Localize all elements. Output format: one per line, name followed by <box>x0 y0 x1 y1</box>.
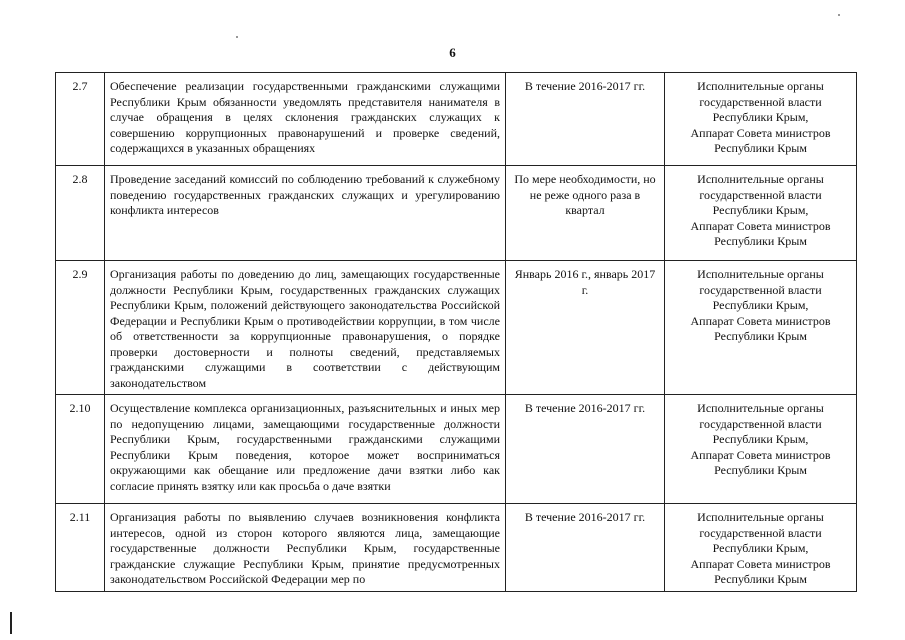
executors-cell <box>665 395 857 504</box>
table-row <box>56 504 857 592</box>
term-text: Январь 2016 г., январь 2017 г. <box>506 261 665 395</box>
executor-line: Республики Крым <box>714 141 807 155</box>
item-number: 2.8 <box>56 166 105 261</box>
table-row <box>56 261 857 395</box>
executor-line: Республики Крым <box>714 572 807 586</box>
table-row <box>56 395 857 504</box>
executor-line: Исполнительные органы <box>697 401 824 415</box>
executors-cell <box>665 261 857 395</box>
measure-text: Обеспечение реализации государственными гражданскими служащими Республики Крым обязанности уведомлять представителя нанимателя в случае обращения в целях склонения гражданских служащих к совершению коррупционных правонарушений и проверке сведений, содержащихся в указанных обращениях <box>105 73 506 166</box>
executor-line: Республики Крым, <box>712 298 809 312</box>
scan-speck <box>236 36 238 38</box>
executor-line: Республики Крым, <box>712 541 809 555</box>
measure-text: Проведение заседаний комиссий по соблюдению требований к служебному поведению государственных гражданских служащих и урегулированию конфликта интересов <box>105 166 506 261</box>
executor-line: Исполнительные органы <box>697 267 824 281</box>
item-number: 2.10 <box>56 395 105 504</box>
executors-cell <box>665 504 857 592</box>
item-number: 2.11 <box>56 504 105 592</box>
executor-line: Аппарат Совета министров <box>690 556 831 571</box>
executors-cell <box>665 166 857 261</box>
executor-line: Республики Крым <box>714 463 807 477</box>
executor-line: государственной власти <box>699 187 822 202</box>
measure-text: Организация работы по доведению до лиц, замещающих государственные должности Республики Крым, государственных гражданских служащих Республики Крым, положений действующего законодательства Российской Федерации и Республики Крым о противодействии коррупции, в том числе об ответственности за коррупционные правонарушения, о порядке проверки достоверности и полноты сведений, представляемых гражданскими служащими в соответствии с действующим законодательством <box>105 261 506 395</box>
executor-line: Аппарат Совета министров <box>690 447 831 462</box>
table-row <box>56 73 857 166</box>
item-number: 2.7 <box>56 73 105 166</box>
executor-line: Республики Крым, <box>712 203 809 217</box>
measures-table <box>55 72 857 592</box>
executor-line: Аппарат Совета министров <box>690 125 831 140</box>
scan-mark <box>10 612 12 634</box>
measure-text: Осуществление комплекса организационных, разъяснительных и иных мер по недопущению лицами, замещающими государственные должности Республики Крым, государственными гражданскими служащими Республики Крым поведения, которое может восприниматься окружающими как обещание или предложение дачи взятки либо как согласие принять взятку или как просьба о даче взятки <box>105 395 506 504</box>
term-text: По мере необходимости, но не реже одного раза в квартал <box>506 166 665 261</box>
page-number: 6 <box>449 45 456 60</box>
executor-line: Республики Крым <box>714 329 807 343</box>
executor-line: Республики Крым <box>714 234 807 248</box>
executor-line: государственной власти <box>699 282 822 297</box>
executor-line: Исполнительные органы <box>697 172 824 186</box>
executor-line: Аппарат Совета министров <box>690 313 831 328</box>
term-text: В течение 2016-2017 гг. <box>506 73 665 166</box>
executor-line: государственной власти <box>699 416 822 431</box>
term-text: В течение 2016-2017 гг. <box>506 395 665 504</box>
item-number: 2.9 <box>56 261 105 395</box>
executor-line: Исполнительные органы <box>697 79 824 93</box>
executor-line: Республики Крым, <box>712 110 809 124</box>
table-row <box>56 166 857 261</box>
measure-text: Организация работы по выявлению случаев возникновения конфликта интересов, одной из сторон которого являются лица, замещающие государственные должности Республики Крым, государственные гражданские служащие Республики Крым, принятие предусмотренных законодательством Российской Федерации мер по <box>105 504 506 592</box>
executor-line: Исполнительные органы <box>697 510 824 524</box>
executor-line: государственной власти <box>699 94 822 109</box>
executors-cell <box>665 73 857 166</box>
executor-line: государственной власти <box>699 525 822 540</box>
executor-line: Республики Крым, <box>712 432 809 446</box>
executor-line: Аппарат Совета министров <box>690 218 831 233</box>
term-text: В течение 2016-2017 гг. <box>506 504 665 592</box>
scan-speck <box>838 14 840 16</box>
